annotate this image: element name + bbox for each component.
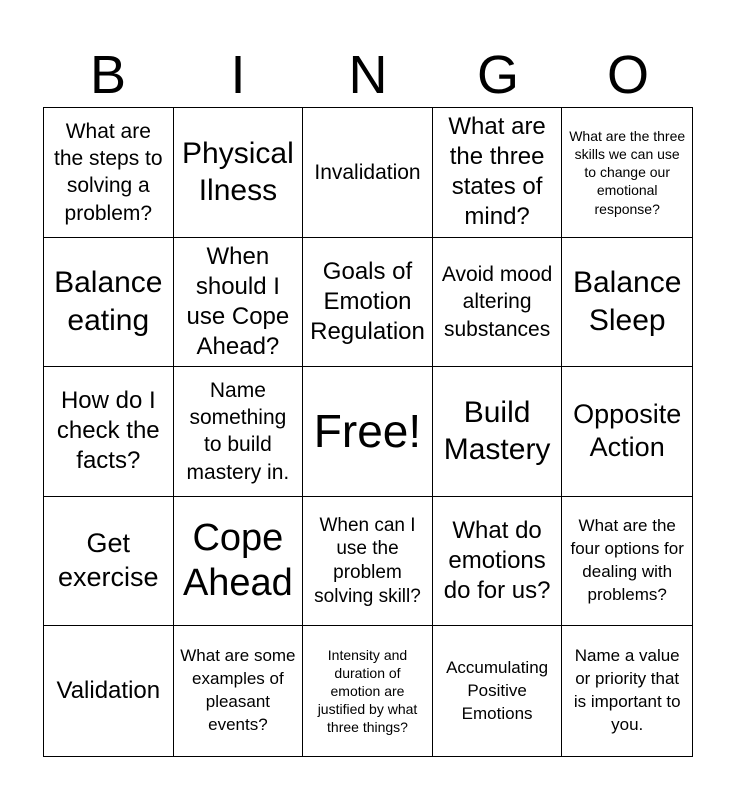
bingo-cell[interactable] <box>562 108 692 238</box>
bingo-cell-text: Name something to build mastery in. <box>186 378 290 484</box>
bingo-cell-text: What are the three skills we can use to change our emotional response? <box>569 127 686 217</box>
bingo-cell-text: What are some examples of pleasant events? <box>180 646 296 735</box>
bingo-cell-text: When can I use the problem solving skill? <box>314 514 421 607</box>
bingo-cell[interactable] <box>174 497 304 627</box>
bingo-cell-text: Accumulating Positive Emotions <box>446 657 549 723</box>
bingo-cell-text: Balance Sleep <box>572 266 682 337</box>
header-letter-n: N <box>348 45 388 105</box>
bingo-cell[interactable] <box>44 108 174 238</box>
bingo-cell-text: How do I check the facts? <box>56 387 160 475</box>
bingo-cell-text: Goals of Emotion Regulation <box>310 257 425 345</box>
bingo-cell-text: Cope Ahead <box>182 516 293 605</box>
bingo-header <box>43 42 693 108</box>
bingo-cell-text: What are the four options for dealing with problems? <box>570 516 684 605</box>
bingo-cell-text: Free! <box>313 405 422 458</box>
header-letter-b: B <box>89 45 127 105</box>
bingo-cell[interactable] <box>562 367 692 497</box>
bingo-cell-text: What are the steps to solving a problem? <box>54 119 163 225</box>
bingo-cell[interactable] <box>174 238 304 368</box>
bingo-cell-text: Validation <box>56 677 161 705</box>
bingo-cell[interactable] <box>174 626 304 756</box>
bingo-cell[interactable] <box>433 367 563 497</box>
bingo-cell[interactable] <box>433 238 563 368</box>
bingo-cell[interactable] <box>562 497 692 627</box>
bingo-cell-text: Physical Ilness <box>182 136 294 208</box>
header-letter-i: I <box>230 45 246 105</box>
bingo-cell[interactable] <box>303 626 433 756</box>
header-letter-g: G <box>476 45 519 105</box>
bingo-cell[interactable] <box>44 626 174 756</box>
bingo-cell-text: Build Mastery <box>443 395 551 467</box>
bingo-cell[interactable] <box>433 626 563 756</box>
bingo-cell[interactable] <box>44 367 174 497</box>
bingo-cell-text: Invalidation <box>314 160 421 184</box>
bingo-cell-text: Balance eating <box>54 266 163 337</box>
header-letter-o: O <box>606 45 649 105</box>
bingo-cell[interactable] <box>174 108 304 238</box>
bingo-cell-text: Intensity and duration of emotion are justified by what three things? <box>317 646 418 736</box>
bingo-cell[interactable] <box>562 238 692 368</box>
bingo-board <box>43 107 693 757</box>
bingo-cell[interactable] <box>174 367 304 497</box>
bingo-cell[interactable] <box>303 238 433 368</box>
bingo-cell-text: What do emotions do for us? <box>443 517 551 605</box>
bingo-cell-text: Name a value or priority that is important to you. <box>573 646 681 735</box>
bingo-cell[interactable] <box>44 497 174 627</box>
bingo-cell[interactable] <box>303 367 433 497</box>
bingo-cell[interactable] <box>44 238 174 368</box>
bingo-cell-text: Avoid mood altering substances <box>441 262 553 341</box>
bingo-cell[interactable] <box>303 108 433 238</box>
bingo-cell-text: Get exercise <box>58 528 159 593</box>
bingo-cell-text: Opposite Action <box>573 398 682 463</box>
bingo-cell-text: When should I use Cope Ahead? <box>186 242 290 360</box>
bingo-cell[interactable] <box>303 497 433 627</box>
bingo-cell-text: What are the three states of mind? <box>448 113 546 231</box>
bingo-cell[interactable] <box>562 626 692 756</box>
bingo-cell[interactable] <box>433 497 563 627</box>
bingo-cell[interactable] <box>433 108 563 238</box>
